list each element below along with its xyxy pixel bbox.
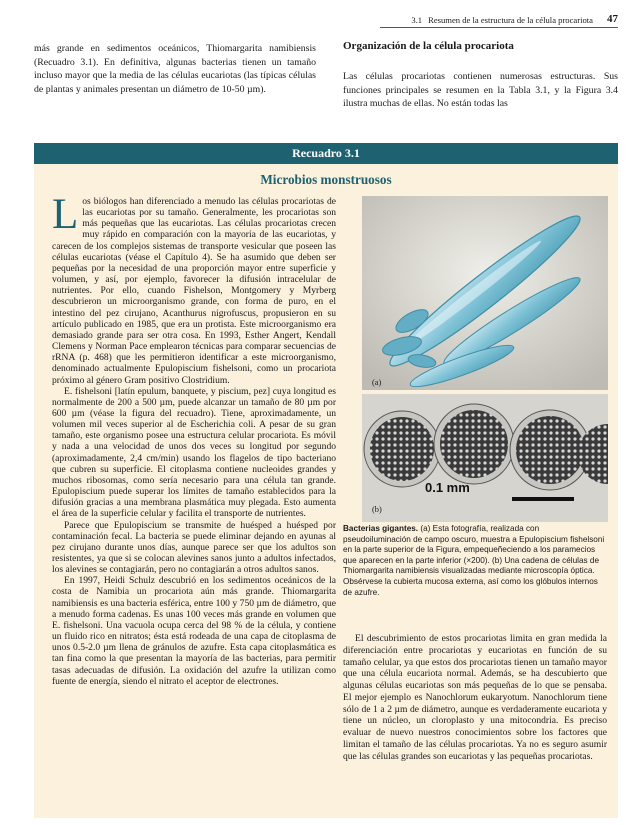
figure-label-a: (a) bbox=[372, 378, 382, 387]
figure-b-photo bbox=[362, 394, 608, 522]
figure-a-photo bbox=[362, 196, 608, 390]
box-paragraph-1 bbox=[52, 191, 336, 386]
box-paragraph-2: E. fishelsoni [latín epulum, banquete, y piscium, pez] cuya longitud es normalmente de 200 a 500 µm, puede alcanzar un tamaño de 80 µm por 600 µm (véase la figura del recuadro). Tiene, aproximadamente, un volumen mil veces superior al de Escherichia coli. A pesar de su gran tamaño, este organismo posee una estructura celular procariota. Es móvil y nada a una velocidad de unos dos veces su longitud por segundo (aproximadamente, 2,4 cm/min) usando los flagelos de tipo bacteriano que cubren su superficie. El citoplasma contiene nucleoides grandes y muchos ribosomas, como sería necesario para una célula tan grande. Epulopiscium puede superar los límites de tamaño establecidos para la difusión gracias a una membrana plasmática muy plegada. Esto aumenta el área de la superficie celular y facilita el transporte de nutrientes. bbox=[52, 385, 336, 520]
caption-title: Bacterias gigantes. bbox=[343, 524, 419, 533]
caption-text: (a) Esta fotografía, realizada con pseudoiluminación de campo oscuro, muestra a Epulopiscium fishelsoni en la parte superior de la Figura, empequeñeciendo a los paramecios que aparecen en la parte inferior (×200). (b) Una cadena de células de Thiomargarita namibiensis visualizadas mediante microscopía óptica. Obsérvese la cubierta mucosa externa, así como los glóbulos internos de azufre. bbox=[343, 524, 605, 597]
figure-caption bbox=[343, 524, 605, 598]
box-right-paragraph: El descubrimiento de estos procariotas limita en gran medida la diferenciación entre procariotas y eucariotas en función de su tamaño celular, ya que estos dos procariotas tienen un tamaño mayor que una célula eucariota normal. Además, se ha descubierto que algunas células eucariotas son más pequeñas de lo que se pensaba. El mejor ejemplo es Nanochlorum eukaryotum. Nanochlorum tiene sólo de 1 a 2 µm de diámetro, aunque es verdaderamente eucariota y tiene un núcleo, un cloroplasto y una mitocondria. Es preciso evaluar de nuevo nuestros conocimientos sobre los factores que limitan el tamaño de las células procariotas. Ya no es seguro asumir que las células grandes son eucariotas y las pequeñas procariotas. bbox=[343, 633, 607, 762]
box-label: Recuadro 3.1 bbox=[34, 143, 618, 164]
box-paragraph-3: Parece que Epulopiscium se transmite de huésped a huésped por contaminación fecal. La bacteria se puede eliminar dejando en ayunas al pez cirujano durante unos días, aunque parece ser que los adultos son resistentes, ya que si se colocan alevines sanos junto a adultos infectados, los alevines se contagiarán, pero no contagiarán a otros adultos sanos. bbox=[52, 519, 336, 576]
epulopiscium-image bbox=[362, 196, 608, 390]
section-title: Resumen de la estructura de la célula procariota bbox=[428, 15, 593, 25]
running-header bbox=[380, 9, 618, 25]
drop-cap: L bbox=[52, 191, 79, 238]
thiomargarita-image bbox=[362, 394, 608, 522]
box-paragraph-4: En 1997, Heidi Schulz descubrió en los sedimentos oceánicos de la costa de Namibia un procariota aún más grande. Thiomargarita namibiensis es una bacteria esférica, entre 100 y 750 µm de diámetro, que a menudo forma cadenas. Es unas 100 veces más grande en volumen que E. fishelsoni. Una vacuola ocupa cerca del 98 % de la célula, y contiene un fluido rico en nitratos; ésta está rodeada de una capa de citoplasma de unos 0.5-2.0 µm llena de gránulos de azufre. Esta capa citoplasmática es tan fina como la que presentan la mayoría de las bacterias, para permitir tasas adecuadas de difusión. La oxidación del azufre la utilizan como fuente de energía, siendo el nitrato el aceptor de electrones. bbox=[52, 575, 336, 687]
section-heading: Organización de la célula procariota bbox=[343, 40, 514, 52]
figure-label-b: (b) bbox=[372, 505, 382, 514]
scale-bar-label: 0.1 mm bbox=[425, 480, 470, 495]
page-number: 47 bbox=[607, 13, 618, 25]
box-paragraph-1-text: os biólogos han diferenciado a menudo las células procariotas de las eucariotas por su tamaño. Generalmente, les procariotas son más pequeñas que las eucariotas. Las células procariotas crecen muy rápido en comparación con la mayoría de las eucariotas, y carecen de los complejos sistemas de transporte vesicular que poseen las células eucariotas (véase el Capítulo 4). Se ha asumido que deben ser pequeñas por la necesidad de una proporción mayor entre superficie y volumen, y así, por ejemplo, favorecer la difusión intracelular de nutrientes. Por ello, cuando Fishelson, Montgomery y Myrberg descubrieron un microorganismo grande, con forma de puro, en el intestino del pez cirujano, Acanthurus nigrofuscus, propusieron en su artículo publicado en 1985, que era un protista. Este microorganismo era demasiado grande para ser otra cosa. En 1993, Esther Angert, Kendall Clemens y Norman Pace emplearon técnicas para comparar secuencias de rRNA (p. 468) que les permitieron identificar a este microorganismo, denominado actualmente Epulopiscium fishelsoni, como un procariota próximo al género Gram positivo Clostridium. bbox=[52, 196, 336, 386]
box-right-column bbox=[343, 633, 607, 762]
box-left-column bbox=[52, 191, 336, 687]
top-right-paragraph: Las células procariotas contienen numerosas estructuras. Sus funciones principales se resumen en la Tabla 3.1, y la Figura 3.4 ilustra muchas de ellas. No están todas las bbox=[343, 71, 618, 110]
header-rule bbox=[380, 27, 618, 28]
section-number: 3.1 bbox=[411, 15, 423, 25]
top-left-paragraph: más grande en sedimentos oceánicos, Thiomargarita namibiensis (Recuadro 3.1). En definitiva, algunas bacterias tienen un tamaño incluso mayor que la media de las células eucariotas (las típicas células de plantas y animales presentan un diámetro de 10-50 µm). bbox=[34, 43, 316, 95]
box-title: Microbios monstruosos bbox=[260, 172, 392, 187]
